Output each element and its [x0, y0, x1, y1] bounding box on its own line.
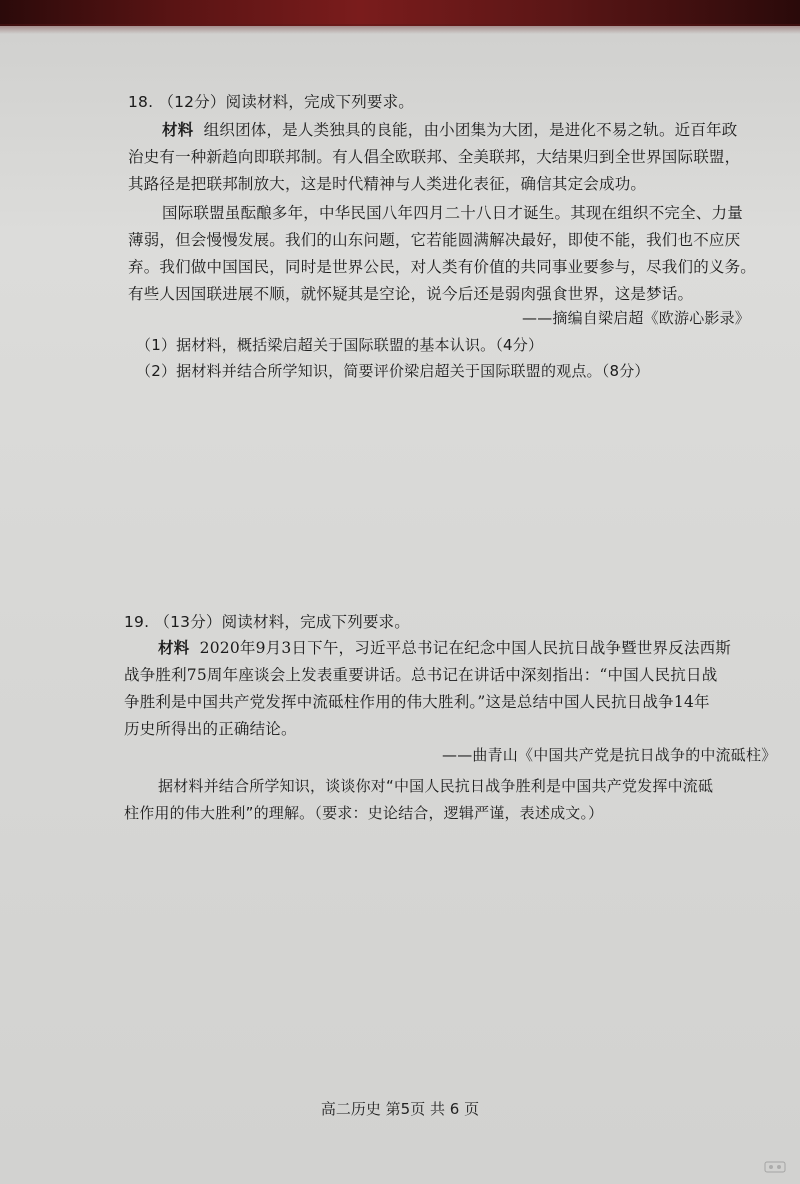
q19-task-line-1: 据材料并结合所学知识，谈谈你对“中国人民抗日战争胜利是中国共产党发挥中流砥: [158, 777, 714, 795]
q18-material-label: 材料: [162, 121, 194, 139]
q19-heading: 19. （13分）阅读材料，完成下列要求。: [124, 613, 411, 631]
q18-material-line-7: 有些人因国联进展不顺，就怀疑其是空论，说今后还是弱肉强食世界，这是梦话。: [128, 285, 694, 303]
q18-material-line-5: 薄弱，但会慢慢发展。我们的山东问题，它若能圆满解决最好，即使不能，我们也不应厌: [128, 231, 741, 249]
q18-sub-question-2: （2）据材料并结合所学知识，简要评价梁启超关于国际联盟的观点。（8分）: [136, 362, 650, 380]
q18-material-line-3: 其路径是把联邦制放大，这是时代精神与人类进化表征，确信其定会成功。: [128, 175, 647, 193]
q19-material-line-1: [158, 638, 731, 658]
q18-material-line-4: 国际联盟虽酝酿多年，中华民国八年四月二十八日才诞生。其现在组织不完全、力量: [162, 204, 743, 222]
q19-task-line-2: 柱作用的伟大胜利”的理解。（要求：史论结合，逻辑严谨，表述成文。）: [124, 804, 604, 822]
q18-material-text-1: 组织团体，是人类独具的良能，由小团集为大团，是进化不易之轨。近百年政: [203, 121, 738, 139]
q19-material-line-4: 历史所得出的正确结论。: [124, 720, 297, 738]
q18-heading: 18. （12分）阅读材料，完成下列要求。: [128, 93, 415, 111]
q19-material-line-3: 争胜利是中国共产党发挥中流砥柱作用的伟大胜利。”这是总结中国人民抗日战争14年: [124, 693, 710, 711]
q19-source: ——曲青山《中国共产党是抗日战争的中流砥柱》: [442, 746, 777, 764]
q18-sub-question-1: （1）据材料，概括梁启超关于国际联盟的基本认识。（4分）: [136, 336, 544, 354]
q18-material-line-2: 治史有一种新趋向即联邦制。有人倡全欧联邦、全美联邦，大结果归到全世界国际联盟，: [128, 148, 741, 166]
q19-material-line-2: 战争胜利75周年座谈会上发表重要讲话。总书记在讲话中深刻指出：“中国人民抗日战: [124, 666, 718, 684]
q18-material-line-6: 弃。我们做中国国民，同时是世界公民，对人类有价值的共同事业要参与，尽我们的义务。: [128, 258, 757, 276]
page-footer: 高二历史 第5页 共 6 页: [320, 1100, 480, 1118]
q18-source: ——摘编自梁启超《欧游心影录》: [522, 309, 751, 327]
corner-watermark-icon: [764, 1160, 786, 1174]
q19-material-label: 材料: [158, 639, 190, 657]
q19-material-text-1: 2020年9月3日下午，习近平总书记在纪念中国人民抗日战争暨世界反法西斯: [199, 639, 732, 657]
q18-material-line-1: [162, 120, 737, 140]
